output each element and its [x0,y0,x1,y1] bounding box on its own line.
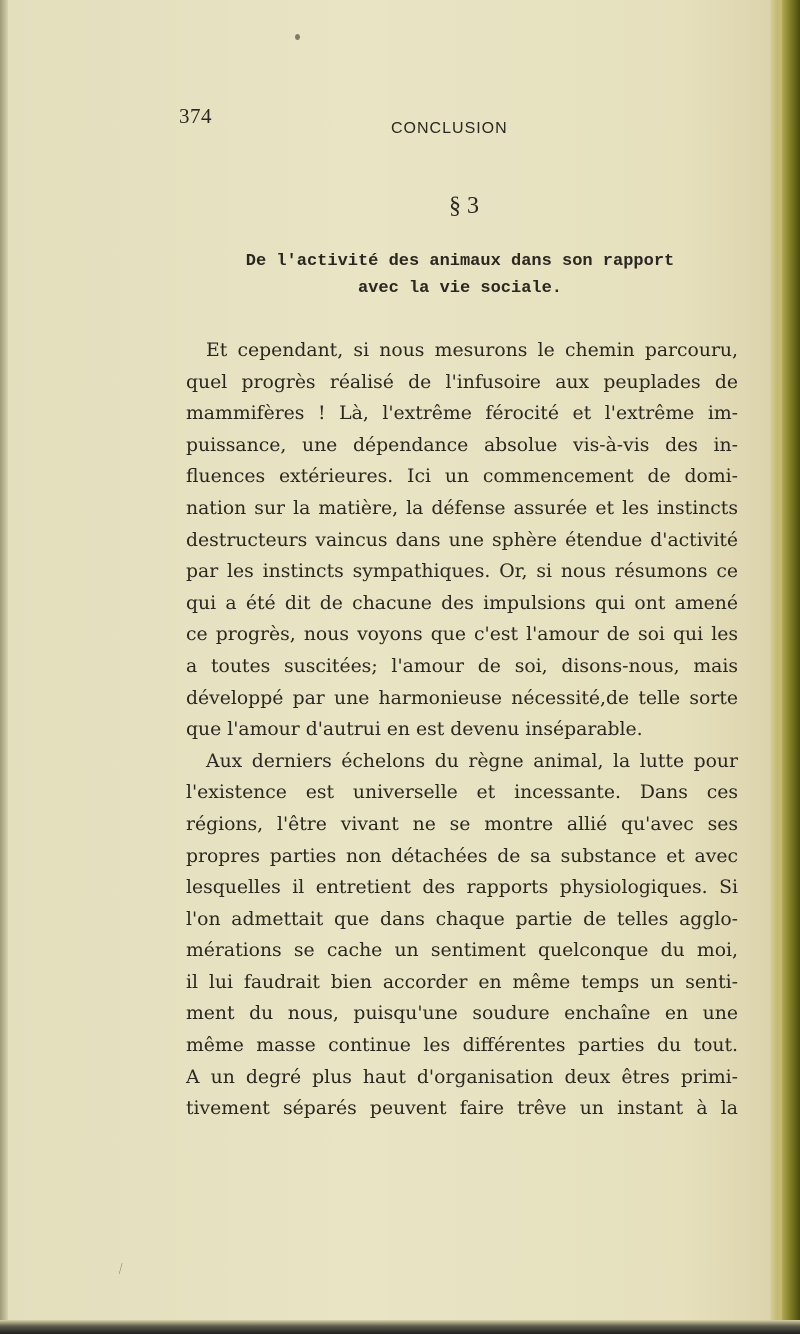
text-line: même masse continue les différentes parties du tout. [186,1035,738,1057]
section-title-line-1: De l'activité des animaux dans son rapport [245,252,675,271]
section-title [180,248,740,302]
text-line: Aux derniers échelons du règne animal, la lutte pour [206,750,738,772]
text-line: l'existence est universelle et incessante. Dans ces [186,782,738,804]
text-line: ce progrès, nous voyons que c'est l'amour de soi qui les [186,624,738,646]
text-line: a toutes suscitées; l'amour de soi, disons-nous, mais [186,655,738,677]
text-line: Et cependant, si nous mesurons le chemin parcouru, [206,340,738,361]
running-head: CONCLUSION [391,120,508,137]
text-line: lesquelles il entretient des rapports physiologiques. Si [186,877,738,899]
text-line: développé par une harmonieuse nécessité,de telle sorte [186,687,738,709]
page-right-edge-highlight [778,0,782,1334]
page-bottom-edge-shadow [0,1320,800,1334]
text-line: il lui faudrait bien accorder en même temps un senti- [186,971,738,993]
text-line: par les instincts sympathiques. Or, si nous résumons ce [186,561,738,583]
page-right-edge-shadow [770,0,800,1334]
text-line: mérations se cache un sentiment quelconque du moi, [186,940,738,962]
page-left-edge [0,0,8,1334]
text-line: ment du nous, puisqu'une soudure enchaîne en une [186,1003,738,1025]
text-line: qui a été dit de chacune des impulsions qui ont amené [186,592,738,614]
pencil-mark: ⁄ [117,1262,125,1277]
text-line: propres parties non détachées de sa substance et avec [186,845,738,867]
page-number: 374 [179,104,212,128]
text-line: A un degré plus haut d'organisation deux êtres primi- [186,1066,738,1088]
text-line: régions, l'être vivant ne se montre allié qu'avec ses [186,813,738,835]
text-line: l'on admettait que dans chaque partie de telles agglo- [186,908,738,930]
text-line: mammifères ! Là, l'extrême férocité et l'extrême im- [186,403,738,425]
text-line: quel progrès réalisé de l'infusoire aux peuplades de [186,371,738,393]
section-title-line-2: avec la vie sociale. [357,279,563,298]
text-line: puissance, une dépendance absolue vis-à-vis des in- [186,434,738,456]
body-text [186,335,738,1125]
text-line: fluences extérieures. Ici un commencement de domi- [186,466,738,488]
text-line: destructeurs vaincus dans une sphère étendue d'activité [186,529,738,551]
text-line: tivement séparés peuvent faire trêve un instant à la [186,1098,738,1120]
text-line: nation sur la matière, la défense assurée et les instincts [186,497,738,519]
section-number: § 3 [449,193,479,219]
text-line: que l'amour d'autrui en est devenu inséparable. [186,719,643,741]
ink-speck [295,34,300,40]
